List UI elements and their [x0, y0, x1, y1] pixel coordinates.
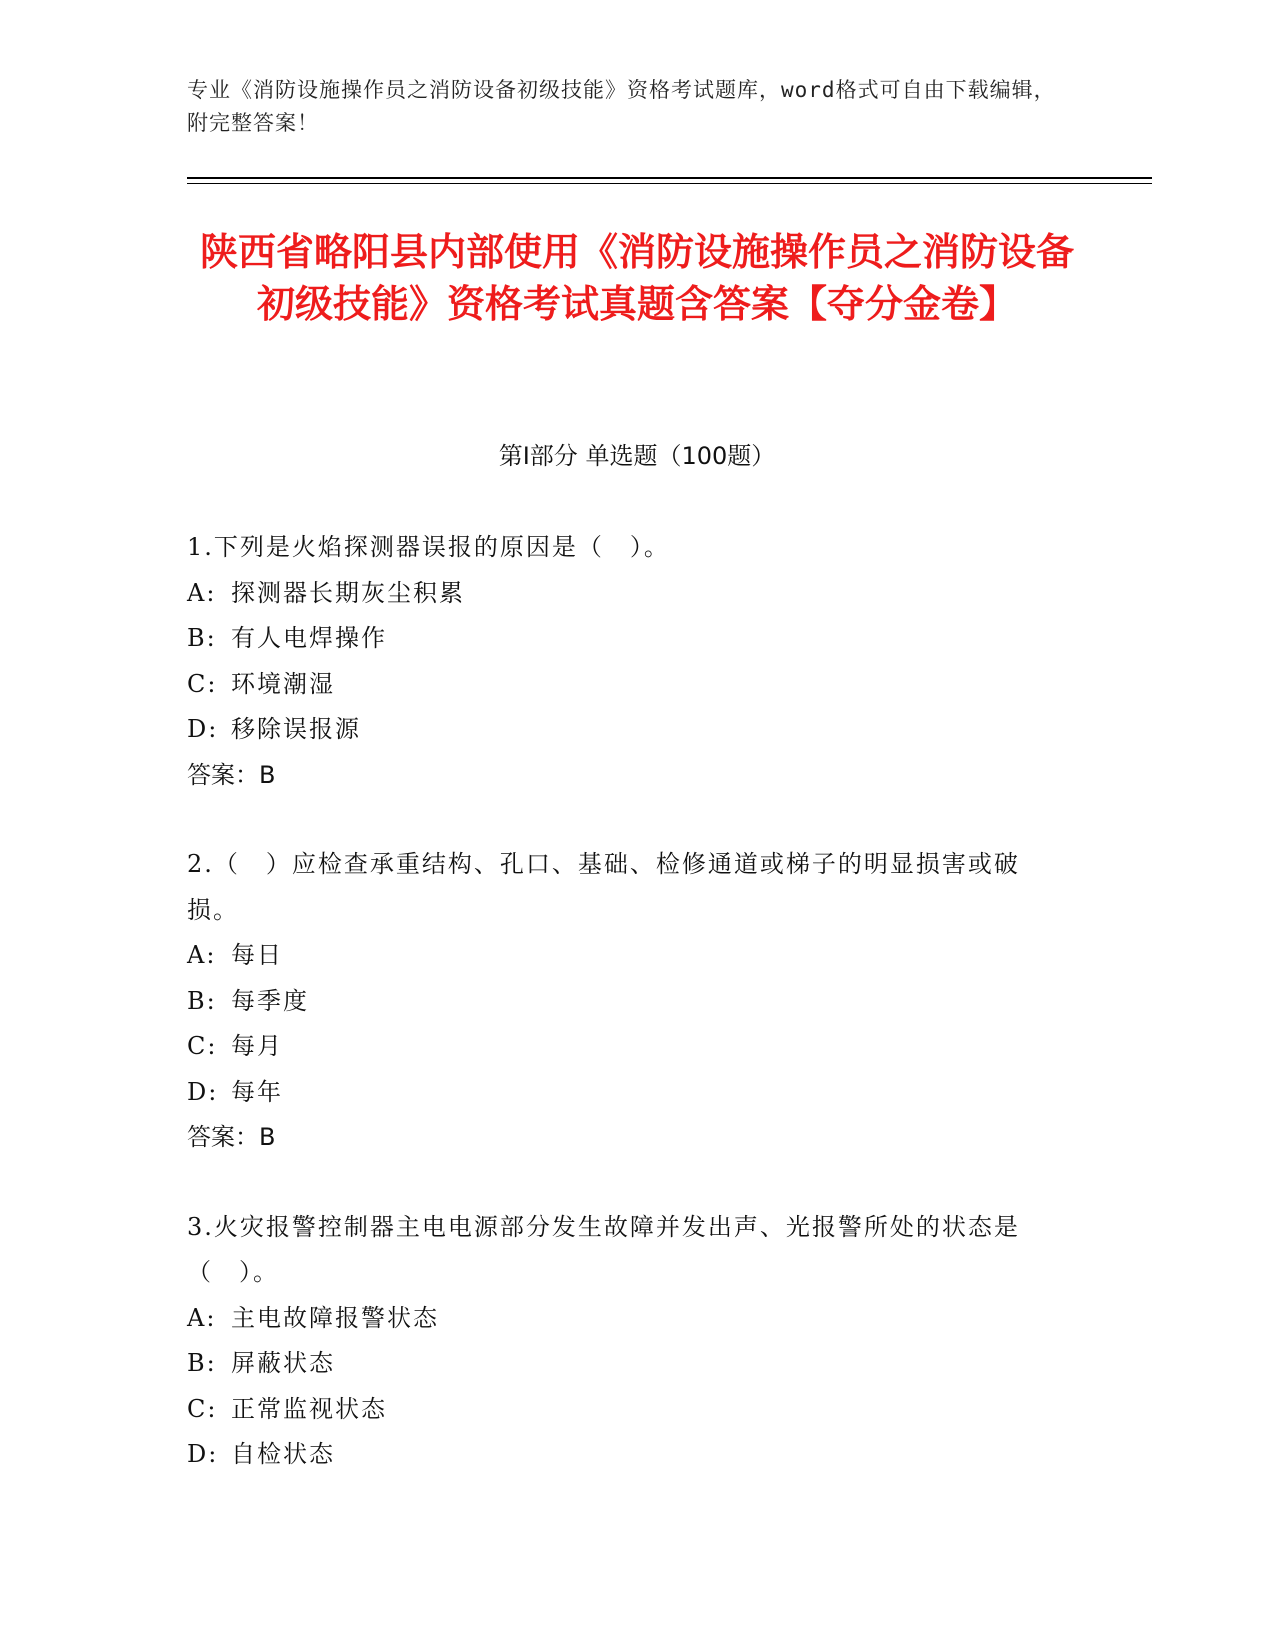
header-rule-thin — [187, 183, 1152, 184]
document-title: 陕西省略阳县内部使用《消防设施操作员之消防设备初级技能》资格考试真题含答案【夺分金卷】 — [199, 230, 1074, 326]
option-letter: D: — [187, 1440, 219, 1468]
answer: 答案：B — [187, 760, 276, 789]
option-text: 自检状态 — [231, 1440, 335, 1468]
header-note: 专业《消防设施操作员之消防设备初级技能》资格考试题库，word格式可自由下载编辑，附完整答案！ — [187, 78, 1056, 135]
header-rule-thick — [187, 177, 1152, 179]
option-text: 每月 — [231, 1032, 283, 1060]
option-letter: A: — [187, 941, 217, 969]
option-c — [187, 662, 1067, 708]
option-text: 主电故障报警状态 — [231, 1303, 439, 1332]
question-stem: 3.火灾报警控制器主电电源部分发生故障并发出声、光报警所处的状态是（ ）。 — [187, 1212, 1020, 1286]
option-letter: B: — [187, 986, 217, 1015]
option-letter: B: — [187, 1349, 217, 1377]
question-2 — [187, 842, 1067, 1161]
option-text: 有人电焊操作 — [231, 624, 387, 652]
option-b — [187, 616, 1067, 662]
option-b — [187, 979, 1067, 1025]
question-1 — [187, 525, 1067, 798]
option-letter: C: — [187, 1032, 218, 1060]
option-letter: A: — [187, 1303, 217, 1332]
option-text: 移除误报源 — [231, 715, 361, 743]
option-d — [187, 1432, 1067, 1478]
option-d — [187, 1070, 1067, 1116]
option-text: 每季度 — [231, 986, 309, 1015]
answer: 答案：B — [187, 1123, 276, 1151]
option-a — [187, 571, 1067, 617]
option-b — [187, 1341, 1067, 1387]
option-letter: A: — [187, 578, 217, 607]
question-stem: 1.下列是火焰探测器误报的原因是（ ）。 — [187, 533, 670, 561]
option-d — [187, 707, 1067, 753]
option-text: 正常监视状态 — [231, 1394, 387, 1423]
option-a — [187, 1296, 1067, 1342]
section-heading: 第Ⅰ部分 单选题（100题） — [498, 442, 776, 470]
question-3 — [187, 1205, 1067, 1478]
option-a — [187, 933, 1067, 979]
option-text: 环境潮湿 — [231, 669, 335, 698]
question-list — [187, 525, 1067, 1522]
option-c — [187, 1387, 1067, 1433]
option-c — [187, 1024, 1067, 1070]
option-letter: C: — [187, 669, 218, 698]
option-letter: D: — [187, 715, 219, 743]
option-letter: B: — [187, 624, 217, 652]
question-stem: 2.（ ）应检查承重结构、孔口、基础、检修通道或梯子的明显损害或破损。 — [187, 850, 1020, 924]
option-text: 屏蔽状态 — [231, 1349, 335, 1377]
option-letter: C: — [187, 1394, 218, 1423]
option-text: 每日 — [231, 941, 283, 969]
option-text: 探测器长期灰尘积累 — [231, 578, 465, 607]
option-letter: D: — [187, 1077, 219, 1106]
option-text: 每年 — [231, 1077, 283, 1106]
